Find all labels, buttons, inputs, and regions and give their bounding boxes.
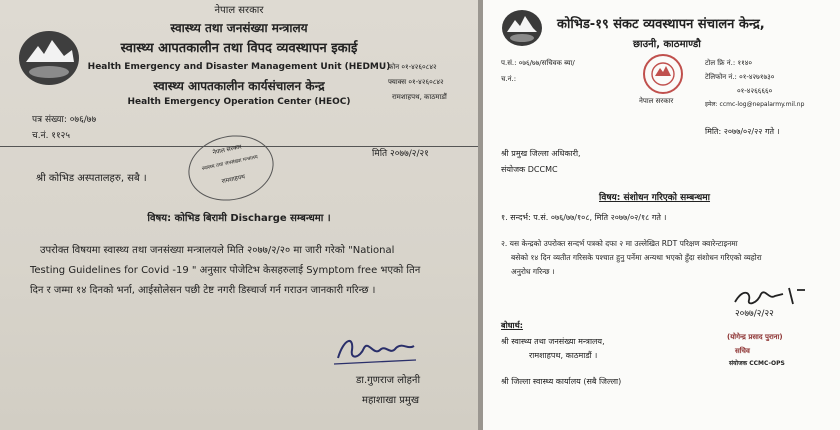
addressee-line-2: संयोजक DCCMC (501, 165, 558, 174)
handwritten-signature (731, 282, 811, 310)
ministry-heading: स्वास्थ्य तथा जनसंख्या मन्त्रालय (170, 21, 308, 35)
gov-label: नेपाल सरकार (639, 97, 674, 105)
copy-recipient-2: श्री जिल्ला स्वास्थ्य कार्यालय (सबै जिल्ला) (501, 377, 622, 386)
handwritten-signature (330, 330, 420, 370)
dispatch-number: च.नं.: (501, 75, 517, 83)
letter-date: मिति: २०७७/०२/२२ गते । (705, 127, 780, 136)
addressee: श्री कोभिड अस्पतालहरु, सबै । (36, 173, 147, 184)
unit-heading-en: Health Emergency and Disaster Management Unit (HEDMU) (87, 62, 391, 72)
center-title: कोभिड-१९ संकट व्यवस्थापन संचालन केन्द्र, (557, 17, 765, 32)
addressee-line-1: श्री प्रमुख जिल्ला अधिकारी, (501, 149, 581, 158)
center-heading-np: स्वास्थ्य आपतकालीन कार्यसंचालन केन्द्र (153, 79, 325, 93)
office-seal (641, 52, 685, 96)
signer-organization: संयोजक CCMC-OPS (729, 360, 785, 367)
body-line-3: दिन र जम्मा १४ दिनको भर्ना, आईसोलेसन पछी टेष्ट नगरी डिस्चार्ज गर्न गराउन जानकारी गरिन्छ । (30, 285, 376, 296)
office-stamp: नेपाल सरकार स्वास्थ्य तथा जनसंख्या मन्त्रालय रामशाहपथ (182, 128, 279, 208)
reference-line: १. सन्दर्भ: प.सं. ०७६/७७/१०८, मिति २०७७/०२/१८ गते । (501, 213, 667, 222)
phone-number: फोन ०१-४२६०८४२ (388, 63, 437, 71)
center-location: छाउनी, काठमाण्डौ (633, 39, 701, 50)
dispatch-number: च.नं. ११२५ (32, 131, 71, 141)
body-line-1: २. यस केन्द्रको उपरोक्त सन्दर्भ पत्रको दफा २ मा उल्लेखित RDT परिक्षण क्वारेन्टाइनमा (501, 239, 738, 248)
nepal-army-emblem-icon (499, 8, 545, 48)
reference-number: प.सं.: ०७६/७७/सचिवक ब्या/ (501, 59, 575, 67)
telephone-number: टेलिफोन नं.: ०१-४२७१७३० (705, 73, 775, 81)
signer-name: (योगेन्द्र प्रसाद पुराना) (727, 333, 783, 341)
email-address: इमेल: ccmc-log@nepalarmy.mil.np (705, 101, 805, 108)
fax-number: फ्याक्स ०१-४२६०८४२ (388, 78, 444, 86)
office-address: रामशाहपथ, काठमाडौं (392, 93, 447, 101)
copy-recipient-1-address: रामशाहपथ, काठमाडौं । (529, 351, 598, 360)
signature-date: २०७७/२/२२ (735, 309, 774, 319)
letter-date: मिति २०७७/२/२१ (372, 149, 429, 159)
nepal-emblem-icon (14, 28, 84, 88)
body-line-1: उपरोक्त विषयमा स्वास्थ्य तथा जनसंख्या मन्त्रालयले मिति २०७७/२/२० मा जारी गरेको "National (40, 245, 395, 256)
body-line-3: अनुरोध गरिन्छ । (511, 267, 555, 276)
signer-name: डा.गुणराज लोहनी (356, 375, 421, 386)
signer-title: महाशाखा प्रमुख (362, 395, 420, 406)
body-line-2: बसेको १४ दिन व्यतीत गरिसके पश्चात हुनु पर्नेमा अन्यथा भएको हुँदा संशोधन गरिएको व्यहोरा (511, 253, 762, 262)
government-heading: नेपाल सरकार (214, 5, 264, 16)
center-heading-en: Health Emergency Operation Center (HEOC) (127, 97, 351, 107)
unit-heading-np: स्वास्थ्य आपतकालीन तथा विपद व्यवस्थापन इकाई (120, 41, 358, 56)
signer-title: सचिव (735, 347, 750, 355)
telephone-number-2: ०१-४२६६६६० (737, 87, 773, 95)
toll-free-number: टोल फ्रि नं.: ११४० (705, 59, 753, 67)
subject-line: विषय: संशोधन गरिएको सम्बन्धमा (599, 193, 711, 203)
reference-number: पत्र संख्या: ०७६/७७ (32, 115, 97, 125)
subject-line: विषय: कोभिड बिरामी Discharge सम्बन्धमा । (147, 213, 331, 224)
copy-to-label: बोधार्थ: (501, 321, 523, 330)
body-line-2: Testing Guidelines for Covid -19 " अनुसार पोजेटिभ केसहरुलाई Symptom free भएको तिन (30, 265, 421, 276)
right-letter (483, 0, 840, 430)
copy-recipient-1: श्री स्वास्थ्य तथा जनसंख्या मन्त्रालय, (501, 337, 605, 346)
